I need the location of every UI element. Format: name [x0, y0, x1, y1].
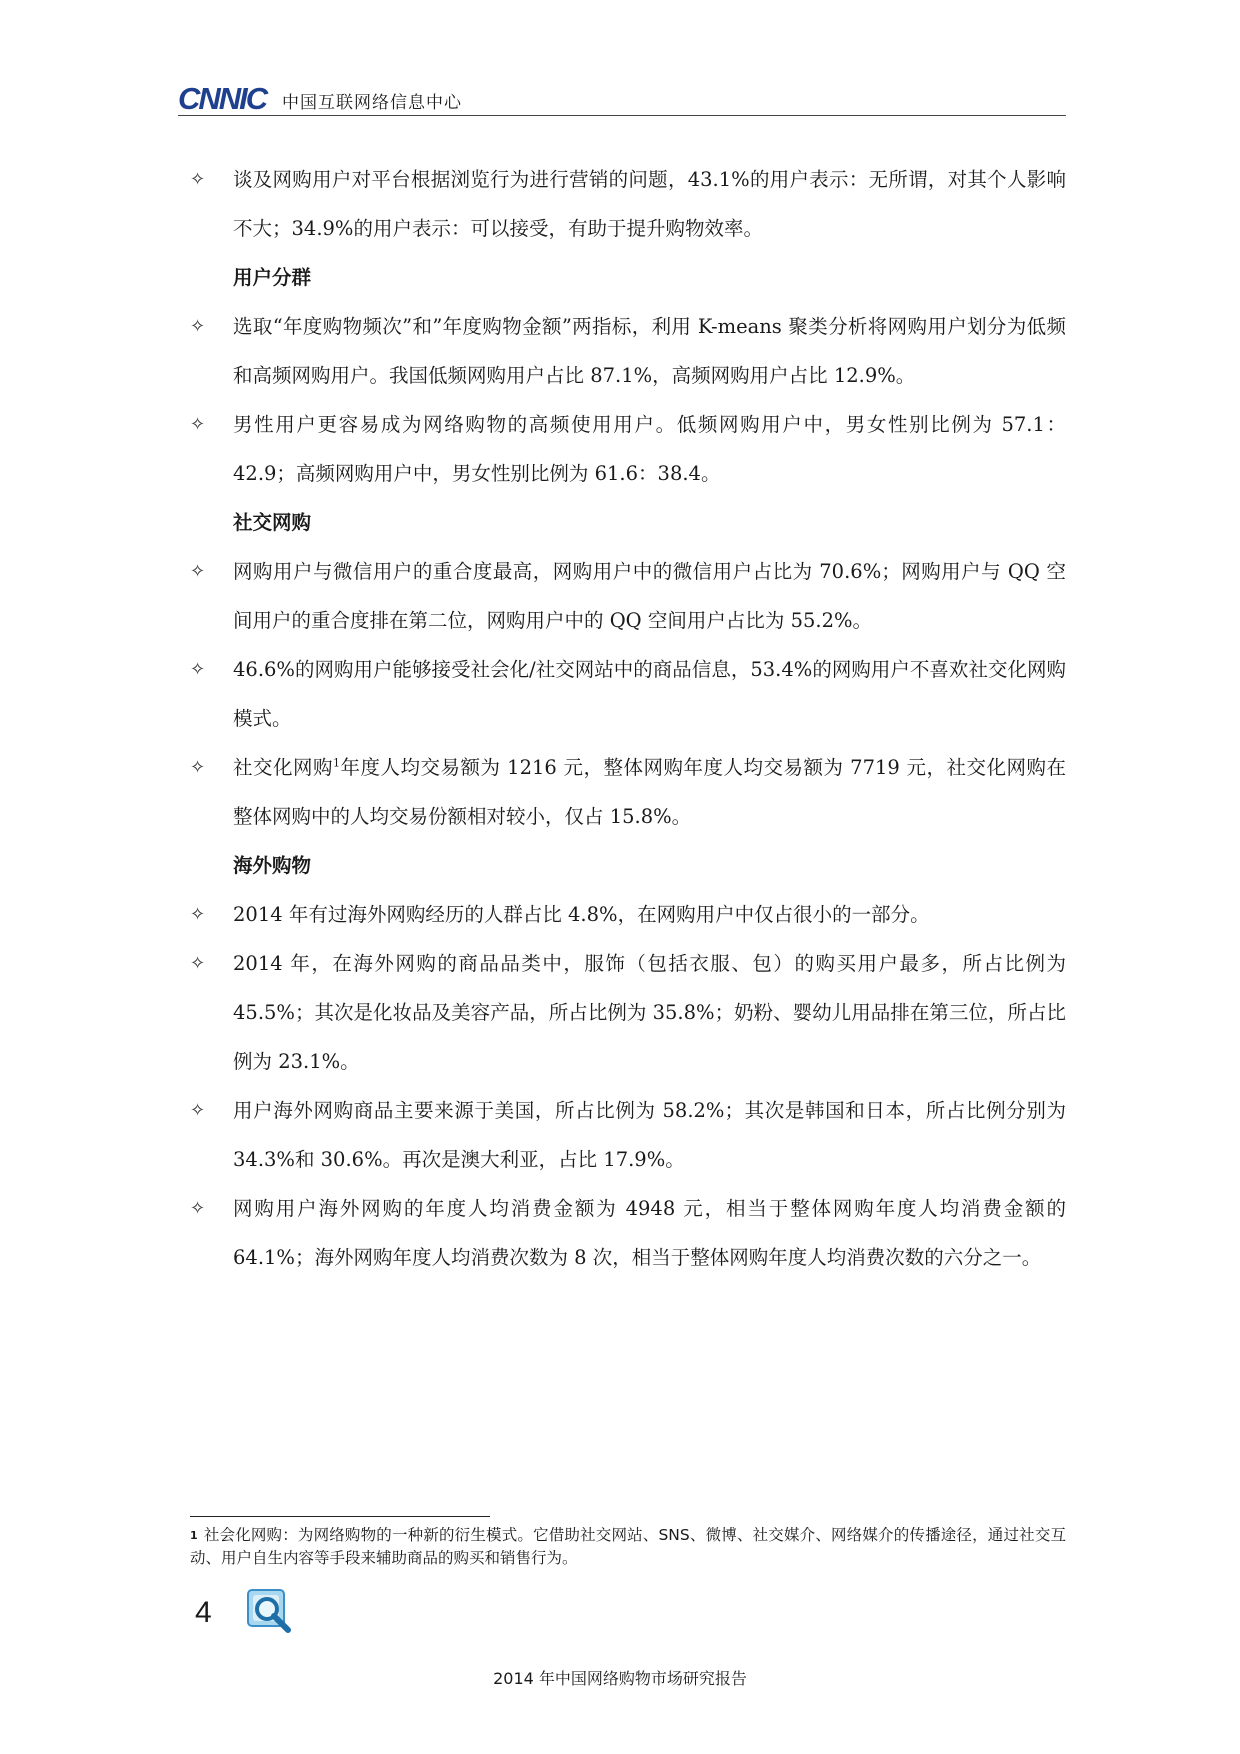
list-item [190, 302, 1066, 400]
header-divider [178, 115, 1066, 116]
list-item [190, 1086, 1066, 1184]
list-item [190, 547, 1066, 645]
bullet-text: 2014 年，在海外网购的商品品类中，服饰（包括衣服、包）的购买用户最多，所占比例为 45.5%；其次是化妆品及美容产品，所占比例为 35.8%；奶粉、婴幼儿用品排在第三位，所占比例为 23.1%。 [233, 952, 1066, 1073]
diamond-star-icon: ✧ [190, 904, 206, 925]
diamond-star-icon: ✧ [190, 953, 206, 974]
footnote-reference[interactable]: 1 [333, 756, 340, 770]
page-number: 4 [195, 1596, 212, 1629]
bullet-text: 选取“年度购物频次”和”年度购物金额”两指标，利用 K-means 聚类分析将网购用户划分为低频和高频网购用户。我国低频网购用户占比 87.1%，高频网购用户占比 12.9%。 [233, 315, 1066, 387]
bullet-text-prefix: 社交化网购 [233, 756, 333, 779]
diamond-star-icon: ✧ [190, 1198, 206, 1219]
bullet-text: 用户海外网购商品主要来源于美国，所占比例为 58.2%；其次是韩国和日本，所占比例分别为 34.3%和 30.6%。再次是澳大利亚，占比 17.9%。 [233, 1099, 1066, 1171]
bullet-text: 46.6%的网购用户能够接受社会化/社交网站中的商品信息，53.4%的网购用户不喜欢社交化网购模式。 [233, 658, 1066, 730]
bullet-text: 男性用户更容易成为网络购物的高频使用用户。低频网购用户中，男女性别比例为 57.1：42.9；高频网购用户中，男女性别比例为 61.6：38.4。 [233, 413, 1066, 485]
section-title-overseas: 海外购物 [233, 854, 312, 877]
footnote-divider [190, 1516, 490, 1517]
section-title-segmentation: 用户分群 [233, 266, 312, 289]
bullet-text: 网购用户与微信用户的重合度最高，网购用户中的微信用户占比为 70.6%；网购用户与 QQ 空间用户的重合度排在第二位，网购用户中的 QQ 空间用户占比为 55.2%。 [233, 560, 1066, 632]
diamond-star-icon: ✧ [190, 757, 206, 778]
diamond-star-icon: ✧ [190, 659, 206, 680]
page-header [178, 82, 1066, 116]
cnnic-logo [178, 82, 270, 114]
bullet-text: 2014 年有过海外网购经历的人群占比 4.8%，在网购用户中仅占很小的一部分。 [233, 903, 930, 926]
footnote [190, 1524, 1066, 1570]
bullet-text: 网购用户海外网购的年度人均消费金额为 4948 元，相当于整体网购年度人均消费金额的 64.1%；海外网购年度人均消费次数为 8 次，相当于整体网购年度人均消费次数的六分之一。 [233, 1197, 1066, 1269]
list-item [190, 743, 1066, 841]
diamond-star-icon: ✧ [190, 316, 206, 337]
diamond-star-icon: ✧ [190, 169, 206, 190]
report-title: 2014 年中国网络购物市场研究报告 [493, 1669, 747, 1688]
bullet-text: 谈及网购用户对平台根据浏览行为进行营销的问题，43.1%的用户表示：无所谓，对其个人影响不大；34.9%的用户表示：可以接受，有助于提升购物效率。 [233, 168, 1066, 240]
list-item [190, 645, 1066, 743]
bullet-text-suffix: 年度人均交易额为 1216 元，整体网购年度人均交易额为 7719 元，社交化网购在整体网购中的人均交易份额相对较小，仅占 15.8%。 [233, 756, 1066, 828]
cnnic-logo-text: CNNIC [178, 82, 267, 114]
diamond-star-icon: ✧ [190, 561, 206, 582]
footnote-text: 社会化网购：为网络购物的一种新的衍生模式。它借助社交网站、SNS、微博、社交媒介、网络媒介的传播途径，通过社交互动、用户自生内容等手段来辅助商品的购买和销售行为。 [190, 1526, 1066, 1567]
organization-name: 中国互联网络信息中心 [282, 93, 462, 113]
diamond-star-icon: ✧ [190, 1100, 206, 1121]
list-item [190, 400, 1066, 498]
section-title-social: 社交网购 [233, 511, 312, 534]
list-item [190, 939, 1066, 1086]
list-item [190, 890, 1066, 939]
magnifier-logo-icon [245, 1587, 293, 1635]
list-item [190, 155, 1066, 253]
diamond-star-icon: ✧ [190, 414, 206, 435]
page-content [190, 155, 1066, 1282]
footnote-number: 1 [190, 1529, 198, 1542]
list-item [190, 1184, 1066, 1282]
